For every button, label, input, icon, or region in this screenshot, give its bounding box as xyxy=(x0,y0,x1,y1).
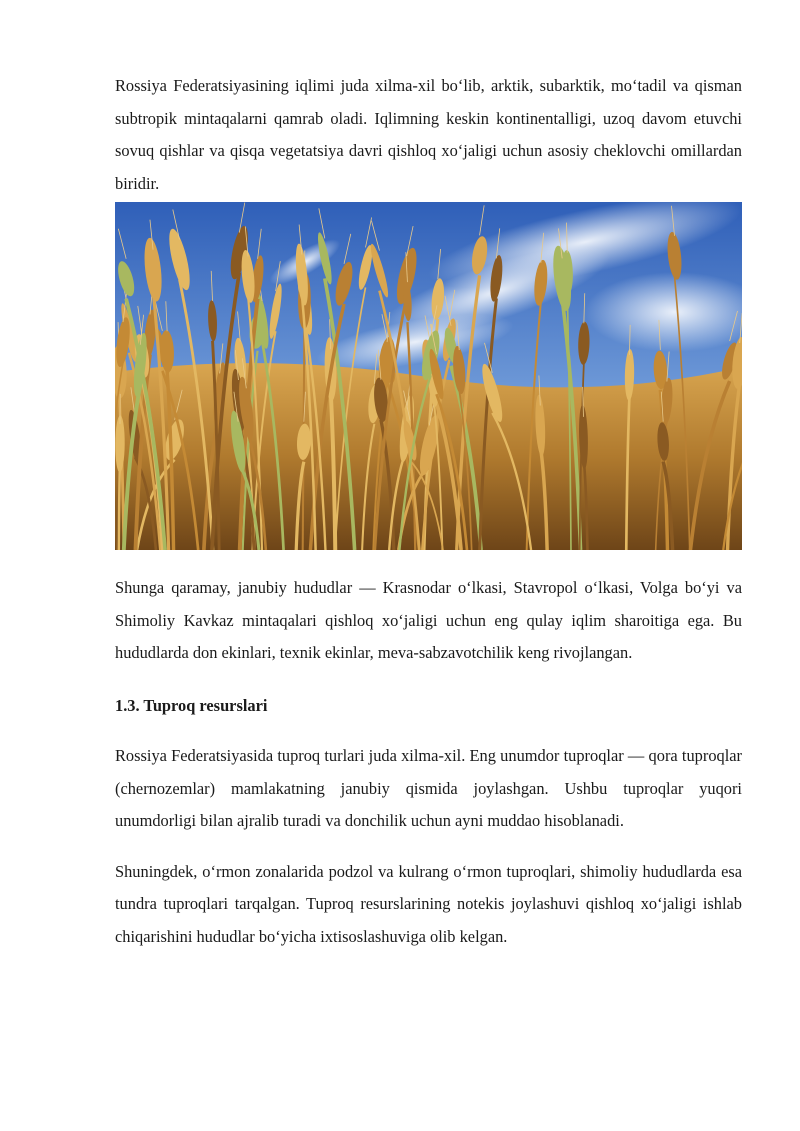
paragraph-climate: Rossiya Federatsiyasining iqlimi juda xilma-xil bo‘lib, arktik, subarktik, mo‘tadil va qisman subtropik mintaqalarni qamrab oladi. Iqlimning keskin kontinentalligi, uzoq davom etuvchi sovuq qishlar va qisqa vegetatsiya davri qishloq xo‘jaligi uchun asosiy cheklovchi omillardan biridir. xyxy=(115,76,742,193)
section-heading: 1.3. Tuproq resurslari xyxy=(115,695,268,715)
document-page xyxy=(115,70,742,953)
paragraph-southern-regions: Shunga qaramay, janubiy hududlar — Krasnodar o‘lkasi, Stavropol o‘lkasi, Volga bo‘yi va Shimoliy Kavkaz mintaqalari qishloq xo‘jaligi uchun eng qulay iqlim sharoitiga ega. Bu hududlarda don ekinlari, texnik ekinlar, meva-sabzavotchilik keng rivojlangan. xyxy=(115,578,742,662)
paragraph-soil-types: Rossiya Federatsiyasida tuproq turlari juda xilma-xil. Eng unumdor tuproqlar — qora tuproqlar (chernozemlar) mamlakatning janubiy qismida joylashgan. Ushbu tuproqlar yuqori unumdorligi bilan ajralib turadi va donchilik uchun ayni muddao hisoblanadi. xyxy=(115,746,742,830)
paragraph-soil-distribution: Shuningdek, o‘rmon zonalarida podzol va kulrang o‘rmon tuproqlari, shimoliy hududlarda esa tundra tuproqlari tarqalgan. Tuproq resurslarining notekis joylashuvi qishloq xo‘jaligi ishlab chiqarishini hududlar bo‘yicha ixtisoslashuviga olib kelgan. xyxy=(115,861,742,946)
wheat-field-photo xyxy=(115,202,742,550)
